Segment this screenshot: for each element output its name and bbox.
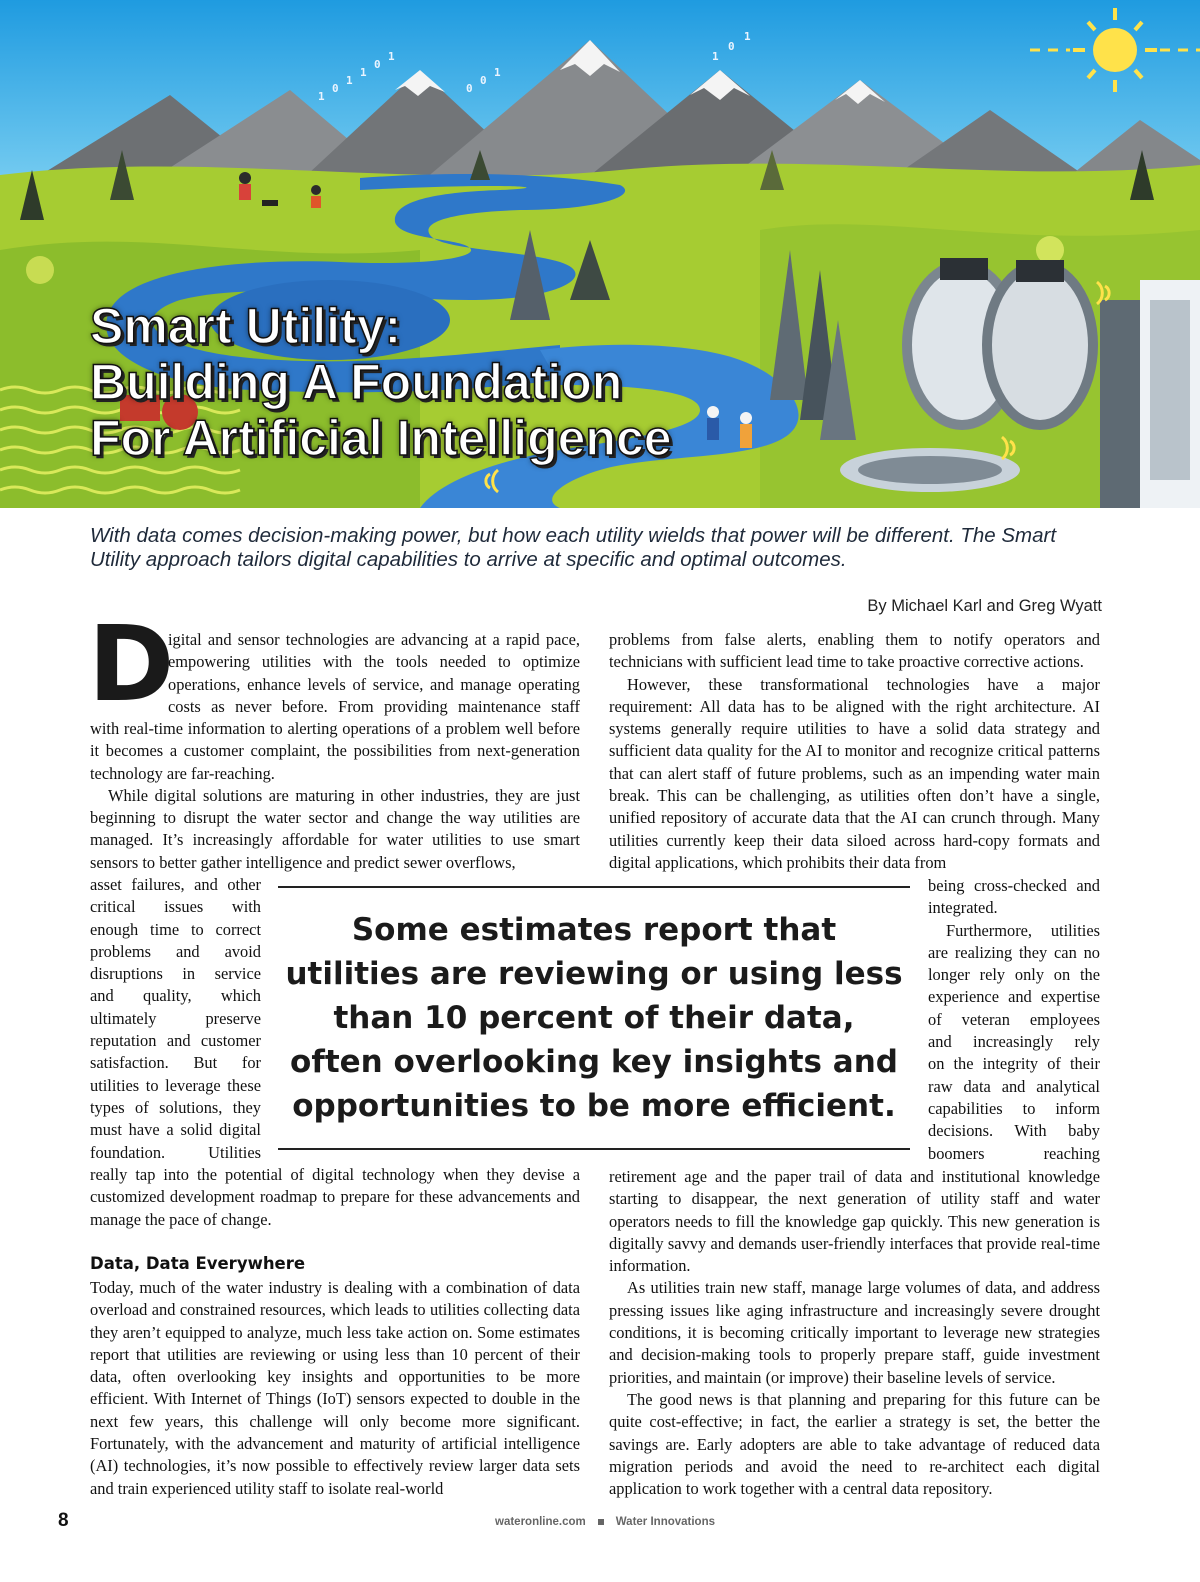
text-line: experience and expertise (928, 987, 1100, 1007)
article-deck: With data comes decision-making power, but how each utility wields that power will be different. The Smart Utility approach tailors digital capabilities to arrive at specific and optimal outcomes. (90, 524, 1057, 571)
intro-paragraph-continued: with real-time information to alerting operations of a problem well before it becomes a customer complaint, the possibilities from next-generation technology are far-reaching. (90, 719, 580, 783)
text-line: being cross-checked and (928, 876, 1100, 895)
binary-digit: 1 (494, 66, 501, 79)
text-line: utilities to leverage these (90, 1075, 261, 1095)
left-column-section (90, 1277, 580, 1500)
text-line: raw data and analytical (928, 1076, 1100, 1096)
text-line: empowering utilities with the tools needed to optimize (168, 652, 580, 672)
text-line: ultimately preserve (90, 1008, 261, 1028)
text-line: and quality, which (90, 986, 261, 1006)
text-line: integrated. (928, 898, 998, 918)
binary-digit: 1 (744, 30, 751, 43)
binary-digit: 1 (712, 50, 719, 63)
text-line: on the integrity of their (928, 1054, 1100, 1074)
text-line: asset failures, and other (90, 875, 261, 894)
footer-publication: Water Innovations (615, 1516, 715, 1528)
text-line: longer rely only on the (928, 965, 1100, 985)
body-paragraph: retirement age and the paper trail of data and institutional knowledge starting to disappear, the next generation of utility staff and water operators needs to fill the knowledge gap quickly. This new generation is digitally savvy and demands user-friendly interfaces that provide real-time information. (609, 1167, 1100, 1276)
binary-digit: 0 (332, 82, 339, 95)
left-column-lower (90, 1164, 580, 1231)
square-bullet-icon (598, 1519, 604, 1525)
left-column-narrow (90, 874, 261, 1164)
text-line: types of solutions, they (90, 1097, 261, 1117)
body-paragraph: The good news is that planning and preparing for this future can be quite cost-effective; in fact, the earlier a strategy is set, the better the savings are. Early adopters are able to take advantage of reduced data migration periods and avoid the need to re-architect each digital application to work together with a central data repository. (609, 1389, 1100, 1499)
pull-quote-text: Some estimates report that utilities are reviewing or using less than 10 percent of their data, often overlooking key insights and opportunities to be more efficient. (285, 912, 903, 1124)
body-paragraph: As utilities train new staff, manage large volumes of data, and address pressing issues like aging infrastructure and increasingly severe drought conditions, it is becoming critically important to leverage new strategies and decision-making tools to properly prepare staff, guide investment priorities, and maintain (or improve) their baseline levels of service. (609, 1278, 1100, 1387)
text-line: enough time to correct (90, 919, 261, 939)
text-line: problems and avoid (90, 941, 261, 961)
text-line: satisfaction. But for (90, 1053, 261, 1073)
intro-paragraph-dropcap-lines (168, 629, 580, 718)
right-column-narrow (928, 875, 1100, 1165)
binary-digit: 0 (480, 74, 487, 87)
pull-quote (278, 886, 910, 1150)
article-title-line-1: Smart Utility: (90, 298, 402, 354)
drop-cap: D (88, 603, 175, 725)
page-number: 8 (58, 1510, 69, 1531)
binary-digit: 1 (346, 74, 353, 87)
body-paragraph: really tap into the potential of digital technology when they devise a customized development roadmap to prepare for these advancements and manage the pace of change. (90, 1165, 580, 1229)
body-paragraph: problems from false alerts, enabling them to notify operators and technicians with sufficient lead time to take proactive corrective actions. (609, 630, 1100, 672)
text-line: Furthermore, utilities (946, 920, 1100, 940)
text-line: operations, enhance levels of service, and manage operating (168, 674, 580, 694)
text-line: and increasingly rely (928, 1032, 1100, 1052)
text-line: decisions. With baby (928, 1121, 1100, 1141)
binary-digit: 1 (388, 50, 395, 63)
binary-digit: 0 (466, 82, 473, 95)
binary-digit: 0 (728, 40, 735, 53)
text-line: boomers reaching (928, 1143, 1100, 1163)
text-line: critical issues with (90, 897, 261, 917)
binary-digit: 1 (318, 90, 325, 103)
footer-site: wateronline.com (495, 1516, 586, 1528)
body-paragraph: However, these transformational technologies have a major requirement: All data has to be aligned with the right architecture. AI systems generally require utilities to have a solid data strategy and sufficient data quality for the AI to monitor and recognize critical patterns that can alert staff of future problems, such as an impending water main break. This can be challenging, as utilities often don’t have a single, unified repository of accurate data that the AI can crunch through. Many utilities currently keep their data siloed across hard-copy formats and digital applications, which prohibits their data from (609, 674, 1100, 872)
text-line: costs as never before. From providing maintenance staff (168, 696, 580, 716)
right-column-lower (609, 1166, 1100, 1500)
text-line: igital and sensor technologies are advancing at a rapid pace, (168, 630, 580, 649)
body-paragraph: While digital solutions are maturing in other industries, they are just beginning to disrupt the water sector and change the way utilities are managed. It’s increasingly affordable for water utilities to use smart sensors to better gather intelligence and predict sewer overflows, (90, 785, 580, 872)
binary-digit: 0 (374, 58, 381, 71)
binary-digit: 1 (360, 66, 367, 79)
text-line: must have a solid digital (90, 1120, 261, 1140)
text-line: foundation. Utilities (90, 1142, 261, 1162)
left-column-upper (90, 718, 580, 874)
text-line: capabilities to inform (928, 1098, 1100, 1118)
right-column-upper (609, 629, 1100, 874)
text-line: of veteran employees (928, 1009, 1100, 1029)
body-paragraph: Today, much of the water industry is dealing with a combination of data overload and constrained resources, which leads to utilities collecting data they aren’t equipped to analyze, much less take action on. Some estimates report that utilities are reviewing or using less than 10 percent of their data, often overlooking key insights and opportunities to be more efficient. With Internet of Things (IoT) sensors expected to double in the next few years, this challenge will only become more significant. Fortunately, with the advancement and maturity of artificial intelligence (AI) technologies, it’s now possible to effectively review larger data sets and train experienced utility staff to isolate real-world (90, 1278, 580, 1498)
article-title-line-3: For Artificial Intelligence (90, 410, 672, 466)
article-title-line-2: Building A Foundation (90, 354, 623, 410)
section-subhead: Data, Data Everywhere (90, 1254, 306, 1273)
page-footer (495, 1516, 715, 1528)
text-line: disruptions in service (90, 964, 261, 984)
text-line: reputation and customer (90, 1031, 261, 1051)
text-line: are realizing they can no (928, 942, 1100, 962)
byline: By Michael Karl and Greg Wyatt (867, 597, 1102, 615)
